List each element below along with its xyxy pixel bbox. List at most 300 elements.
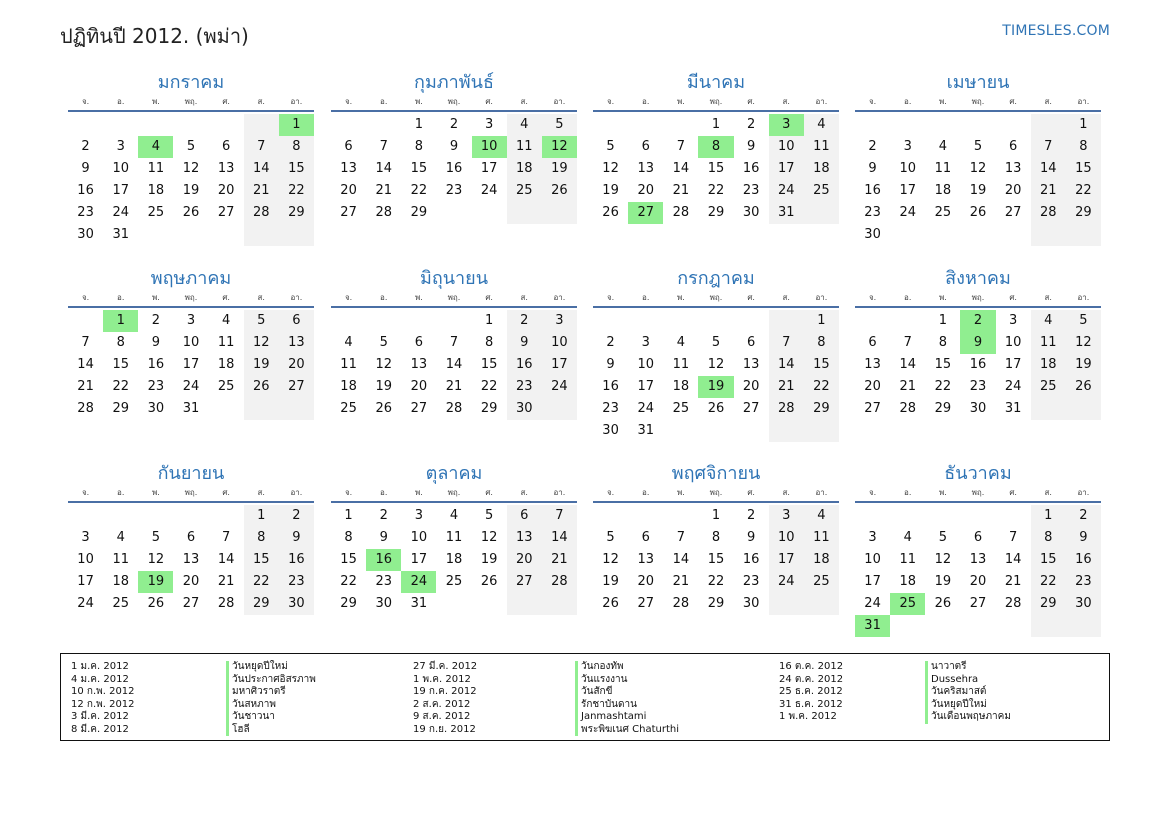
day-cell[interactable]: 18 <box>147 183 165 198</box>
day-cell[interactable]: 13 <box>969 552 987 567</box>
day-cell[interactable]: 8 <box>1031 527 1066 549</box>
day-cell[interactable]: 7 <box>676 530 685 545</box>
holiday-day-cell[interactable]: 19 <box>138 571 173 593</box>
day-cell[interactable]: 11 <box>672 357 690 372</box>
holiday-day-cell[interactable]: 31 <box>855 615 890 637</box>
day-cell[interactable]: 26 <box>182 205 200 220</box>
day-cell[interactable]: 5 <box>542 114 577 136</box>
day-cell[interactable]: 10 <box>112 161 129 176</box>
day-cell[interactable]: 11 <box>507 136 542 158</box>
day-cell[interactable]: 15 <box>480 357 498 372</box>
day-cell[interactable]: 21 <box>1004 574 1022 589</box>
day-cell[interactable]: 29 <box>340 596 357 611</box>
day-cell[interactable]: 3 <box>116 139 125 154</box>
day-cell[interactable]: 14 <box>769 354 804 376</box>
day-cell[interactable]: 12 <box>1066 332 1101 354</box>
day-cell[interactable]: 29 <box>1031 593 1066 615</box>
day-cell[interactable]: 17 <box>637 379 654 394</box>
day-cell[interactable]: 7 <box>542 505 577 527</box>
day-cell[interactable]: 10 <box>864 552 881 567</box>
day-cell[interactable]: 12 <box>602 161 619 176</box>
day-cell[interactable]: 11 <box>112 552 129 567</box>
day-cell[interactable]: 4 <box>903 530 912 545</box>
day-cell[interactable]: 3 <box>484 117 494 132</box>
day-cell[interactable]: 15 <box>244 549 279 571</box>
holiday-day-cell[interactable]: 19 <box>698 376 733 398</box>
day-cell[interactable]: 18 <box>672 379 690 394</box>
day-cell[interactable]: 8 <box>1066 136 1101 158</box>
day-cell[interactable]: 4 <box>344 335 353 350</box>
day-cell[interactable]: 1 <box>484 313 494 328</box>
day-cell[interactable]: 23 <box>969 379 987 394</box>
day-cell[interactable]: 2 <box>507 310 542 332</box>
day-cell[interactable]: 28 <box>672 205 690 220</box>
day-cell[interactable]: 21 <box>542 549 577 571</box>
day-cell[interactable]: 10 <box>1004 335 1022 350</box>
day-cell[interactable]: 31 <box>182 401 200 416</box>
day-cell[interactable]: 14 <box>899 357 916 372</box>
day-cell[interactable]: 16 <box>742 552 760 567</box>
day-cell[interactable]: 21 <box>672 183 690 198</box>
day-cell[interactable]: 10 <box>769 527 804 549</box>
day-cell[interactable]: 20 <box>217 183 235 198</box>
day-cell[interactable]: 14 <box>672 552 690 567</box>
day-cell[interactable]: 24 <box>637 401 654 416</box>
day-cell[interactable]: 28 <box>244 202 279 224</box>
day-cell[interactable]: 19 <box>934 574 952 589</box>
day-cell[interactable]: 9 <box>449 139 459 154</box>
holiday-day-cell[interactable]: 16 <box>366 549 401 571</box>
holiday-day-cell[interactable]: 8 <box>698 136 733 158</box>
day-cell[interactable]: 4 <box>804 505 839 527</box>
day-cell[interactable]: 1 <box>244 505 279 527</box>
day-cell[interactable]: 14 <box>244 158 279 180</box>
day-cell[interactable]: 3 <box>186 313 196 328</box>
day-cell[interactable]: 2 <box>746 117 756 132</box>
day-cell[interactable]: 1 <box>1031 505 1066 527</box>
day-cell[interactable]: 10 <box>542 332 577 354</box>
day-cell[interactable]: 25 <box>445 574 463 589</box>
day-cell[interactable]: 5 <box>186 139 196 154</box>
day-cell[interactable]: 19 <box>182 183 200 198</box>
day-cell[interactable]: 22 <box>804 376 839 398</box>
day-cell[interactable]: 18 <box>112 574 129 589</box>
day-cell[interactable]: 13 <box>279 332 314 354</box>
day-cell[interactable]: 16 <box>742 161 760 176</box>
day-cell[interactable]: 16 <box>279 549 314 571</box>
day-cell[interactable]: 21 <box>672 574 690 589</box>
day-cell[interactable]: 28 <box>217 596 235 611</box>
day-cell[interactable]: 24 <box>77 596 94 611</box>
day-cell[interactable]: 15 <box>279 158 314 180</box>
day-cell[interactable]: 29 <box>112 401 129 416</box>
day-cell[interactable]: 11 <box>899 552 916 567</box>
day-cell[interactable]: 15 <box>340 552 357 567</box>
day-cell[interactable]: 31 <box>637 423 654 438</box>
day-cell[interactable]: 27 <box>637 596 654 611</box>
holiday-day-cell[interactable]: 10 <box>472 136 507 158</box>
day-cell[interactable]: 22 <box>244 571 279 593</box>
day-cell[interactable]: 20 <box>637 574 654 589</box>
day-cell[interactable]: 26 <box>375 401 392 416</box>
day-cell[interactable]: 24 <box>542 376 577 398</box>
day-cell[interactable]: 7 <box>903 335 912 350</box>
day-cell[interactable]: 18 <box>445 552 463 567</box>
day-cell[interactable]: 30 <box>969 401 987 416</box>
day-cell[interactable]: 18 <box>899 574 916 589</box>
day-cell[interactable]: 21 <box>899 379 916 394</box>
day-cell[interactable]: 20 <box>969 574 987 589</box>
day-cell[interactable]: 27 <box>340 205 357 220</box>
day-cell[interactable]: 19 <box>480 552 498 567</box>
day-cell[interactable]: 20 <box>742 379 760 394</box>
day-cell[interactable]: 6 <box>279 310 314 332</box>
day-cell[interactable]: 22 <box>340 574 357 589</box>
day-cell[interactable]: 1 <box>711 508 721 523</box>
day-cell[interactable]: 13 <box>864 357 881 372</box>
day-cell[interactable]: 26 <box>1066 376 1101 398</box>
day-cell[interactable]: 27 <box>864 401 881 416</box>
day-cell[interactable]: 6 <box>344 139 353 154</box>
day-cell[interactable]: 9 <box>507 332 542 354</box>
day-cell[interactable]: 8 <box>938 335 947 350</box>
day-cell[interactable]: 23 <box>742 183 760 198</box>
day-cell[interactable]: 5 <box>379 335 388 350</box>
day-cell[interactable]: 11 <box>804 136 839 158</box>
day-cell[interactable]: 24 <box>864 596 881 611</box>
day-cell[interactable]: 10 <box>769 136 804 158</box>
day-cell[interactable]: 8 <box>484 335 494 350</box>
day-cell[interactable]: 6 <box>746 335 756 350</box>
day-cell[interactable]: 27 <box>742 401 760 416</box>
day-cell[interactable]: 12 <box>602 552 619 567</box>
day-cell[interactable]: 26 <box>147 596 165 611</box>
day-cell[interactable]: 20 <box>182 574 200 589</box>
day-cell[interactable]: 16 <box>77 183 94 198</box>
day-cell[interactable]: 3 <box>641 335 650 350</box>
day-cell[interactable]: 13 <box>217 161 235 176</box>
day-cell[interactable]: 13 <box>507 527 542 549</box>
day-cell[interactable]: 11 <box>340 357 357 372</box>
day-cell[interactable]: 4 <box>221 313 231 328</box>
day-cell[interactable]: 22 <box>480 379 498 394</box>
day-cell[interactable]: 25 <box>1031 376 1066 398</box>
day-cell[interactable]: 17 <box>864 574 881 589</box>
day-cell[interactable]: 28 <box>375 205 392 220</box>
day-cell[interactable]: 4 <box>1031 310 1066 332</box>
day-cell[interactable]: 2 <box>151 313 160 328</box>
day-cell[interactable]: 27 <box>217 205 235 220</box>
day-cell[interactable]: 29 <box>410 205 428 220</box>
day-cell[interactable]: 31 <box>1004 401 1022 416</box>
day-cell[interactable]: 2 <box>279 505 314 527</box>
day-cell[interactable]: 22 <box>279 180 314 202</box>
day-cell[interactable]: 7 <box>769 332 804 354</box>
day-cell[interactable]: 9 <box>151 335 160 350</box>
day-cell[interactable]: 4 <box>938 139 947 154</box>
day-cell[interactable]: 26 <box>244 376 279 398</box>
day-cell[interactable]: 11 <box>217 335 235 350</box>
day-cell[interactable]: 30 <box>507 398 542 420</box>
day-cell[interactable]: 21 <box>1031 180 1066 202</box>
day-cell[interactable]: 18 <box>1031 354 1066 376</box>
day-cell[interactable]: 9 <box>279 527 314 549</box>
day-cell[interactable]: 27 <box>507 571 542 593</box>
day-cell[interactable]: 13 <box>637 552 654 567</box>
day-cell[interactable]: 25 <box>934 205 952 220</box>
holiday-day-cell[interactable]: 3 <box>769 114 804 136</box>
day-cell[interactable]: 7 <box>1008 530 1018 545</box>
day-cell[interactable]: 26 <box>934 596 952 611</box>
day-cell[interactable]: 2 <box>379 508 388 523</box>
day-cell[interactable]: 5 <box>606 139 615 154</box>
day-cell[interactable]: 14 <box>672 161 690 176</box>
day-cell[interactable]: 21 <box>769 376 804 398</box>
day-cell[interactable]: 2 <box>606 335 615 350</box>
day-cell[interactable]: 17 <box>182 357 200 372</box>
day-cell[interactable]: 19 <box>602 183 619 198</box>
day-cell[interactable]: 23 <box>279 571 314 593</box>
day-cell[interactable]: 7 <box>449 335 459 350</box>
day-cell[interactable]: 16 <box>1066 549 1101 571</box>
day-cell[interactable]: 2 <box>746 508 756 523</box>
day-cell[interactable]: 13 <box>742 357 760 372</box>
day-cell[interactable]: 11 <box>934 161 952 176</box>
day-cell[interactable]: 6 <box>1008 139 1018 154</box>
day-cell[interactable]: 24 <box>182 379 200 394</box>
day-cell[interactable]: 25 <box>672 401 690 416</box>
day-cell[interactable]: 31 <box>112 227 129 242</box>
day-cell[interactable]: 29 <box>934 401 952 416</box>
day-cell[interactable]: 15 <box>1031 549 1066 571</box>
day-cell[interactable]: 6 <box>414 335 423 350</box>
day-cell[interactable]: 2 <box>868 139 877 154</box>
day-cell[interactable]: 22 <box>112 379 129 394</box>
day-cell[interactable]: 22 <box>1066 180 1101 202</box>
day-cell[interactable]: 10 <box>899 161 916 176</box>
day-cell[interactable]: 7 <box>379 139 388 154</box>
day-cell[interactable]: 15 <box>1066 158 1101 180</box>
day-cell[interactable]: 5 <box>1066 310 1101 332</box>
day-cell[interactable]: 26 <box>602 205 619 220</box>
day-cell[interactable]: 19 <box>969 183 987 198</box>
day-cell[interactable]: 28 <box>769 398 804 420</box>
day-cell[interactable]: 9 <box>868 161 877 176</box>
day-cell[interactable]: 27 <box>182 596 200 611</box>
holiday-day-cell[interactable]: 24 <box>401 571 436 593</box>
day-cell[interactable]: 2 <box>449 117 459 132</box>
day-cell[interactable]: 11 <box>445 530 463 545</box>
day-cell[interactable]: 10 <box>77 552 94 567</box>
day-cell[interactable]: 30 <box>147 401 165 416</box>
day-cell[interactable]: 23 <box>864 205 881 220</box>
day-cell[interactable]: 21 <box>77 379 94 394</box>
day-cell[interactable]: 16 <box>969 357 987 372</box>
day-cell[interactable]: 16 <box>147 357 165 372</box>
day-cell[interactable]: 11 <box>804 527 839 549</box>
day-cell[interactable]: 8 <box>414 139 423 154</box>
day-cell[interactable]: 9 <box>1066 527 1101 549</box>
day-cell[interactable]: 8 <box>279 136 314 158</box>
day-cell[interactable]: 5 <box>973 139 983 154</box>
day-cell[interactable]: 25 <box>340 401 357 416</box>
day-cell[interactable]: 10 <box>182 335 200 350</box>
day-cell[interactable]: 4 <box>507 114 542 136</box>
day-cell[interactable]: 20 <box>507 549 542 571</box>
day-cell[interactable]: 30 <box>1066 593 1101 615</box>
day-cell[interactable]: 22 <box>707 183 725 198</box>
day-cell[interactable]: 23 <box>1066 571 1101 593</box>
day-cell[interactable]: 1 <box>938 313 947 328</box>
day-cell[interactable]: 10 <box>637 357 654 372</box>
day-cell[interactable]: 14 <box>77 357 94 372</box>
day-cell[interactable]: 20 <box>340 183 357 198</box>
day-cell[interactable]: 7 <box>221 530 231 545</box>
day-cell[interactable]: 3 <box>868 530 877 545</box>
day-cell[interactable]: 28 <box>1031 202 1066 224</box>
day-cell[interactable]: 8 <box>244 527 279 549</box>
day-cell[interactable]: 21 <box>244 180 279 202</box>
day-cell[interactable]: 20 <box>279 354 314 376</box>
day-cell[interactable]: 18 <box>217 357 235 372</box>
day-cell[interactable]: 19 <box>542 158 577 180</box>
day-cell[interactable]: 25 <box>804 180 839 202</box>
day-cell[interactable]: 14 <box>445 357 463 372</box>
day-cell[interactable]: 23 <box>445 183 463 198</box>
day-cell[interactable]: 11 <box>1031 332 1066 354</box>
day-cell[interactable]: 5 <box>711 335 721 350</box>
day-cell[interactable]: 26 <box>969 205 987 220</box>
day-cell[interactable]: 29 <box>279 202 314 224</box>
day-cell[interactable]: 28 <box>445 401 463 416</box>
day-cell[interactable]: 30 <box>77 227 94 242</box>
day-cell[interactable]: 6 <box>973 530 983 545</box>
holiday-day-cell[interactable]: 1 <box>279 114 314 136</box>
day-cell[interactable]: 23 <box>77 205 94 220</box>
day-cell[interactable]: 24 <box>769 571 804 593</box>
day-cell[interactable]: 13 <box>637 161 654 176</box>
day-cell[interactable]: 5 <box>484 508 494 523</box>
day-cell[interactable]: 16 <box>507 354 542 376</box>
day-cell[interactable]: 15 <box>804 354 839 376</box>
day-cell[interactable]: 14 <box>375 161 392 176</box>
day-cell[interactable]: 12 <box>480 530 498 545</box>
day-cell[interactable]: 17 <box>410 552 428 567</box>
day-cell[interactable]: 4 <box>676 335 685 350</box>
day-cell[interactable]: 28 <box>1004 596 1022 611</box>
day-cell[interactable]: 27 <box>969 596 987 611</box>
day-cell[interactable]: 25 <box>804 571 839 593</box>
day-cell[interactable]: 23 <box>602 401 619 416</box>
day-cell[interactable]: 10 <box>410 530 428 545</box>
day-cell[interactable]: 28 <box>542 571 577 593</box>
day-cell[interactable]: 24 <box>899 205 916 220</box>
day-cell[interactable]: 14 <box>217 552 235 567</box>
day-cell[interactable]: 14 <box>1031 158 1066 180</box>
day-cell[interactable]: 24 <box>1004 379 1022 394</box>
day-cell[interactable]: 17 <box>112 183 129 198</box>
day-cell[interactable]: 29 <box>707 596 725 611</box>
day-cell[interactable]: 29 <box>707 205 725 220</box>
day-cell[interactable]: 30 <box>864 227 881 242</box>
day-cell[interactable]: 3 <box>1008 313 1018 328</box>
day-cell[interactable]: 5 <box>151 530 160 545</box>
day-cell[interactable]: 28 <box>672 596 690 611</box>
day-cell[interactable]: 6 <box>507 505 542 527</box>
day-cell[interactable]: 12 <box>934 552 952 567</box>
day-cell[interactable]: 25 <box>112 596 129 611</box>
day-cell[interactable]: 31 <box>410 596 428 611</box>
day-cell[interactable]: 9 <box>746 139 756 154</box>
site-link[interactable]: TIMESLES.COM <box>1002 23 1110 39</box>
day-cell[interactable]: 21 <box>217 574 235 589</box>
day-cell[interactable]: 2 <box>81 139 90 154</box>
day-cell[interactable]: 4 <box>449 508 459 523</box>
day-cell[interactable]: 12 <box>707 357 725 372</box>
day-cell[interactable]: 4 <box>116 530 125 545</box>
day-cell[interactable]: 12 <box>375 357 392 372</box>
day-cell[interactable]: 6 <box>641 139 650 154</box>
holiday-day-cell[interactable]: 1 <box>103 310 138 332</box>
day-cell[interactable]: 17 <box>899 183 916 198</box>
day-cell[interactable]: 12 <box>969 161 987 176</box>
day-cell[interactable]: 14 <box>542 527 577 549</box>
day-cell[interactable]: 17 <box>769 549 804 571</box>
day-cell[interactable]: 23 <box>742 574 760 589</box>
day-cell[interactable]: 14 <box>1004 552 1022 567</box>
day-cell[interactable]: 30 <box>375 596 392 611</box>
day-cell[interactable]: 17 <box>542 354 577 376</box>
day-cell[interactable]: 22 <box>410 183 428 198</box>
day-cell[interactable]: 19 <box>602 574 619 589</box>
day-cell[interactable]: 30 <box>279 593 314 615</box>
holiday-day-cell[interactable]: 9 <box>960 332 995 354</box>
day-cell[interactable]: 7 <box>1031 136 1066 158</box>
day-cell[interactable]: 3 <box>903 139 912 154</box>
day-cell[interactable]: 26 <box>480 574 498 589</box>
day-cell[interactable]: 21 <box>445 379 463 394</box>
day-cell[interactable]: 25 <box>147 205 165 220</box>
day-cell[interactable]: 8 <box>116 335 125 350</box>
day-cell[interactable]: 4 <box>804 114 839 136</box>
day-cell[interactable]: 8 <box>804 332 839 354</box>
holiday-day-cell[interactable]: 12 <box>542 136 577 158</box>
day-cell[interactable]: 9 <box>379 530 388 545</box>
day-cell[interactable]: 30 <box>742 596 760 611</box>
day-cell[interactable]: 25 <box>217 379 235 394</box>
day-cell[interactable]: 18 <box>507 158 542 180</box>
holiday-day-cell[interactable]: 27 <box>628 202 663 224</box>
day-cell[interactable]: 2 <box>1066 505 1101 527</box>
day-cell[interactable]: 22 <box>1031 571 1066 593</box>
day-cell[interactable]: 24 <box>112 205 129 220</box>
day-cell[interactable]: 30 <box>742 205 760 220</box>
day-cell[interactable]: 24 <box>769 180 804 202</box>
day-cell[interactable]: 1 <box>414 117 423 132</box>
day-cell[interactable]: 20 <box>1004 183 1022 198</box>
day-cell[interactable]: 13 <box>410 357 428 372</box>
holiday-day-cell[interactable]: 2 <box>960 310 995 332</box>
day-cell[interactable]: 5 <box>606 530 615 545</box>
day-cell[interactable]: 29 <box>804 398 839 420</box>
day-cell[interactable]: 13 <box>1004 161 1022 176</box>
day-cell[interactable]: 7 <box>81 335 90 350</box>
day-cell[interactable]: 20 <box>637 183 654 198</box>
day-cell[interactable]: 22 <box>707 574 725 589</box>
day-cell[interactable]: 18 <box>934 183 952 198</box>
day-cell[interactable]: 30 <box>602 423 619 438</box>
day-cell[interactable]: 17 <box>77 574 94 589</box>
